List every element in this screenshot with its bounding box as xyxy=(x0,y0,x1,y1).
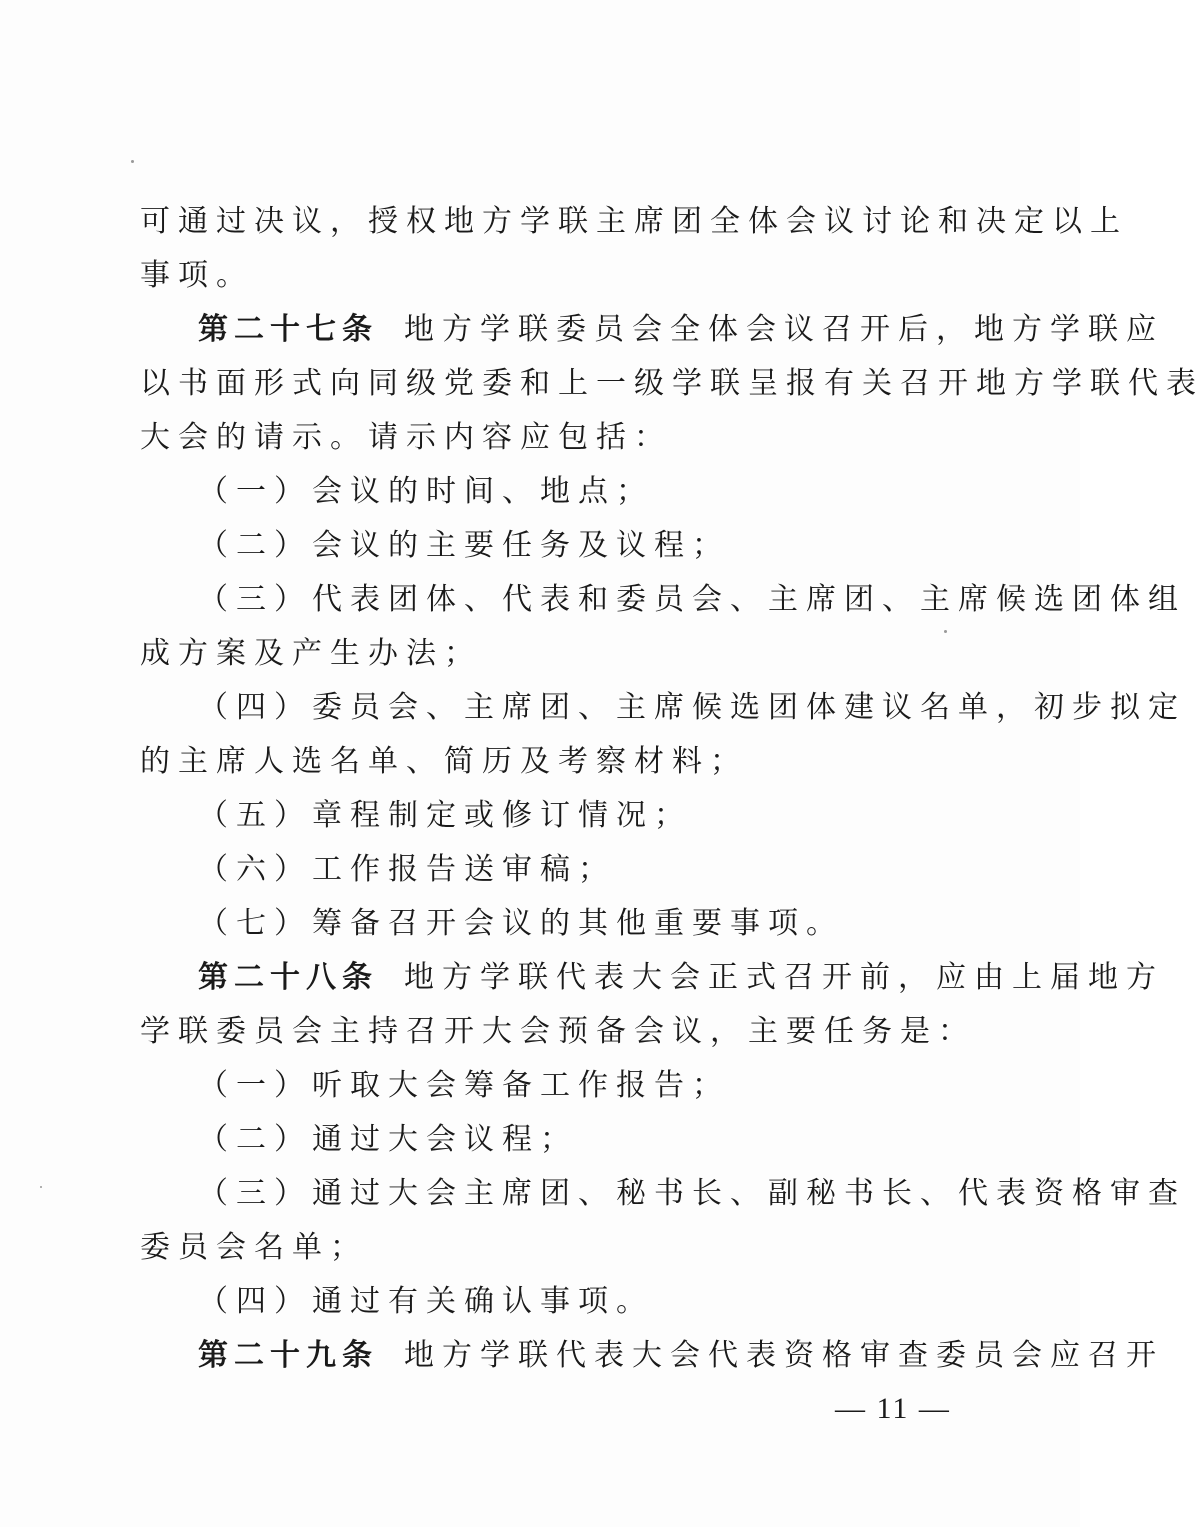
article-28-text: 地方学联代表大会正式召开前，应由上届地方 xyxy=(404,960,1164,995)
document-body xyxy=(140,195,1204,1383)
list-item: （四）通过有关确认事项。 xyxy=(198,1284,654,1319)
list-item: （五）章程制定或修订情况； xyxy=(198,798,692,833)
article-28-heading: 第二十八条 xyxy=(198,960,378,995)
article-27-line: 以书面形式向同级党委和上一级学联呈报有关召开地方学联代表 xyxy=(140,366,1204,401)
list-item: （三）通过大会主席团、秘书长、副秘书长、代表资格审查 xyxy=(198,1176,1186,1211)
list-item: （二）会议的主要任务及议程； xyxy=(198,528,730,563)
article-27-text: 地方学联委员会全体会议召开后，地方学联应 xyxy=(404,312,1164,347)
list-item-continuation: 成方案及产生办法； xyxy=(140,636,482,671)
page-number: — 11 — xyxy=(835,1392,951,1425)
article-29-heading: 第二十九条 xyxy=(198,1338,378,1373)
paragraph-line: 事项。 xyxy=(140,258,254,293)
article-27-heading: 第二十七条 xyxy=(198,312,378,347)
article-27-line: 大会的请示。请示内容应包括： xyxy=(140,420,672,455)
article-27-first-line xyxy=(140,303,1164,357)
article-29-first-line xyxy=(140,1329,1164,1383)
scan-speck xyxy=(131,160,134,163)
scan-speck xyxy=(40,1186,42,1188)
article-28-first-line xyxy=(140,951,1164,1005)
list-item-continuation: 委员会名单； xyxy=(140,1230,368,1265)
article-28-line: 学联委员会主持召开大会预备会议，主要任务是： xyxy=(140,1014,976,1049)
list-item: （七）筹备召开会议的其他重要事项。 xyxy=(198,906,844,941)
list-item: （三）代表团体、代表和委员会、主席团、主席候选团体组 xyxy=(198,582,1186,617)
list-item: （二）通过大会议程； xyxy=(198,1122,578,1157)
list-item: （六）工作报告送审稿； xyxy=(198,852,616,887)
paragraph-line: 可通过决议，授权地方学联主席团全体会议讨论和决定以上 xyxy=(140,204,1128,239)
article-29-text: 地方学联代表大会代表资格审查委员会应召开 xyxy=(404,1338,1164,1373)
list-item: （一）听取大会筹备工作报告； xyxy=(198,1068,730,1103)
list-item-continuation: 的主席人选名单、简历及考察材料； xyxy=(140,744,748,779)
list-item: （四）委员会、主席团、主席候选团体建议名单，初步拟定 xyxy=(198,690,1186,725)
list-item: （一）会议的时间、地点； xyxy=(198,474,654,509)
